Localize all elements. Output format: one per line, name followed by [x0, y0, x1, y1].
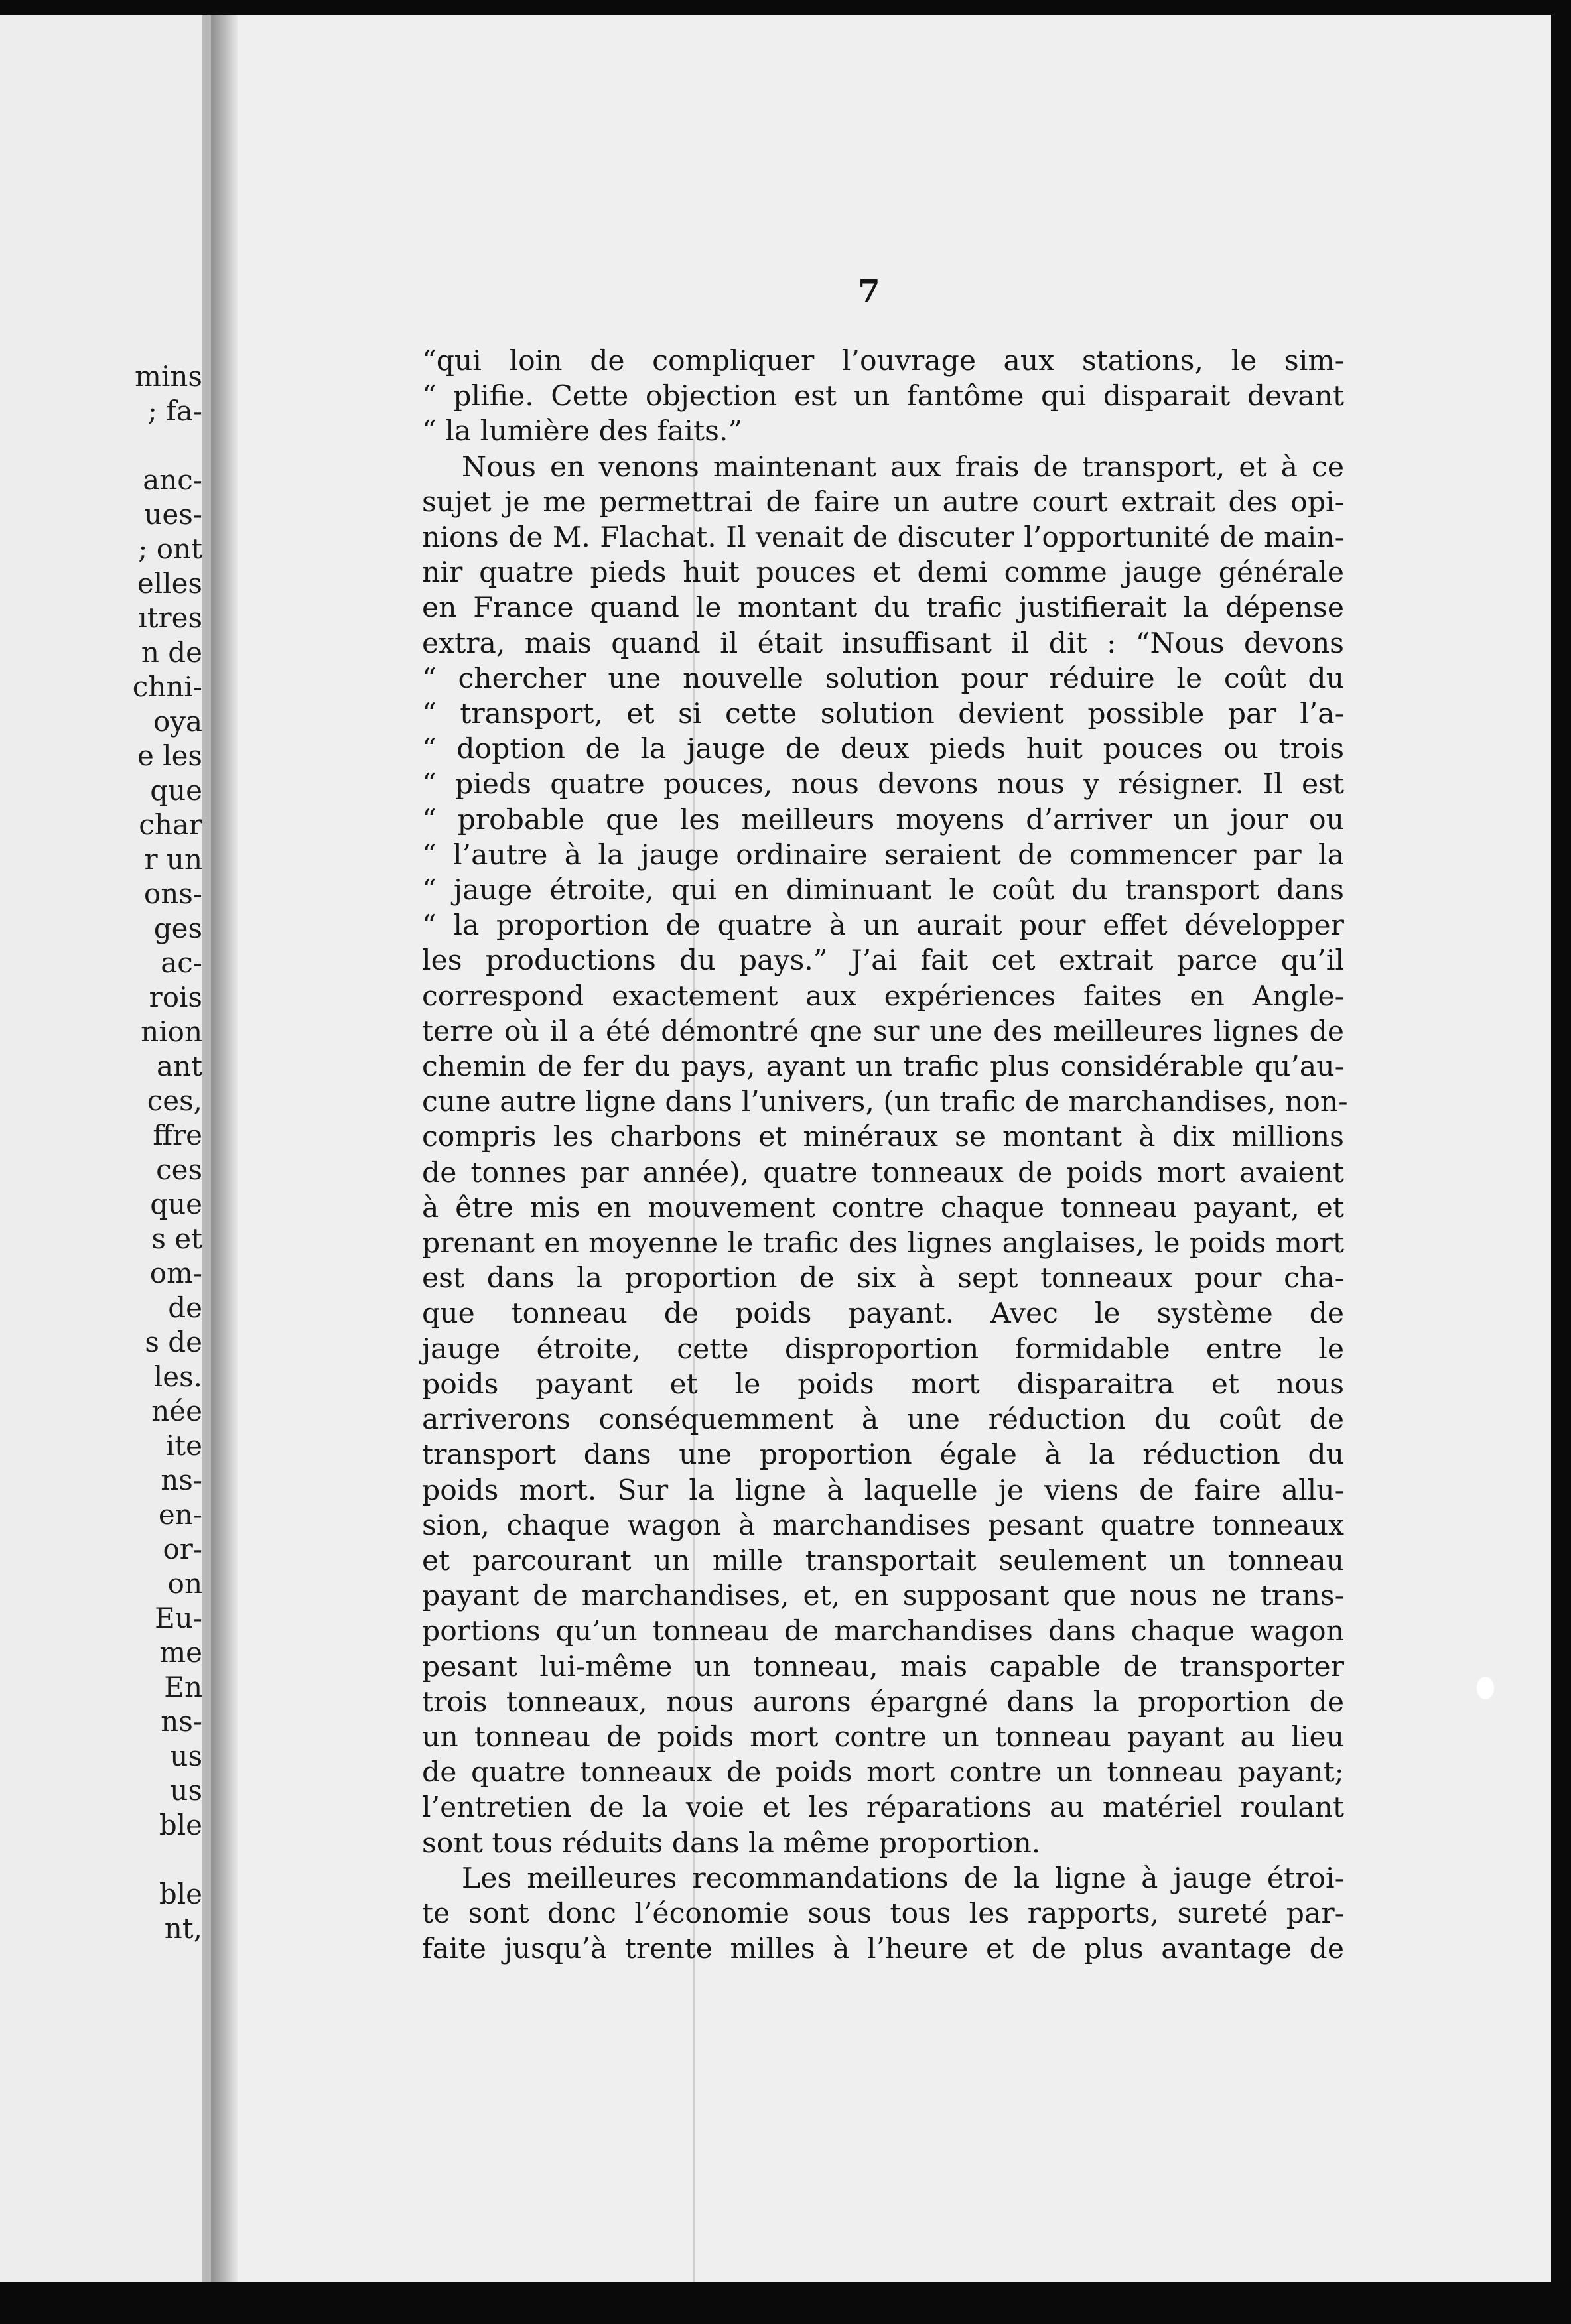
text-line: “qui loin de compliquer l’ouvrage aux stations, le sim- — [422, 345, 1344, 377]
left-page-fragment: on — [167, 1567, 202, 1600]
left-page-fragment: e les — [137, 740, 202, 772]
left-page-fragment: ite — [165, 1429, 202, 1462]
book-gutter — [211, 15, 238, 2282]
text-line: extra, mais quand il était insuffisant il dit : “Nous devons — [422, 627, 1344, 660]
text-line: de quatre tonneaux de poids mort contre un tonneau payant; — [422, 1756, 1344, 1789]
text-line: compris les charbons et minéraux se montant à dix millions — [422, 1121, 1344, 1154]
text-line: sont tous réduits dans la même proportion. — [422, 1827, 1041, 1860]
text-line: l’entretien de la voie et les réparations au matériel roulant — [422, 1791, 1344, 1825]
text-line: les productions du pays.” J’ai fait cet extrait parce qu’il — [422, 944, 1344, 978]
text-line: te sont donc l’économie sous tous les rapports, sureté par- — [422, 1897, 1344, 1930]
left-page-fragment: ffre — [153, 1119, 202, 1151]
left-page-fragment: Eu- — [155, 1602, 202, 1634]
left-page-fragment: En — [164, 1671, 202, 1703]
left-page-fragment: de — [168, 1291, 202, 1324]
text-line: à être mis en mouvement contre chaque tonneau payant, et — [422, 1191, 1344, 1224]
text-line: nir quatre pieds huit pouces et demi comme jauge générale — [422, 556, 1344, 590]
text-line: poids mort. Sur la ligne à laquelle je viens de faire allu- — [422, 1474, 1344, 1507]
left-page-fragment: ces, — [147, 1084, 202, 1117]
page-number: 7 — [858, 273, 880, 310]
text-line: sujet je me permettrai de faire un autre court extrait des opi- — [422, 485, 1344, 519]
text-line: “ la lumière des faits.” — [422, 415, 743, 448]
text-line: “ transport, et si cette solution devient possible par l’a- — [422, 698, 1344, 731]
page-body-text — [422, 344, 1348, 1967]
text-line: transport dans une proportion égale à la réduction du — [422, 1439, 1344, 1472]
text-line: “ probable que les meilleurs moyens d’arriver un jour ou — [422, 803, 1344, 836]
left-page-fragment: s de — [145, 1326, 202, 1358]
left-page-fragment: ges — [153, 912, 202, 944]
text-line: et parcourant un mille transportait seulement un tonneau — [422, 1544, 1344, 1577]
text-line: Les meilleures recommandations de la ligne à jauge étroi- — [462, 1862, 1344, 1895]
left-page-fragment: nion — [141, 1015, 202, 1048]
left-page-fragment: ns- — [161, 1464, 202, 1496]
left-facing-page — [0, 15, 211, 2282]
text-line: “ la proportion de quatre à un aurait pour effet développer — [422, 909, 1344, 942]
left-page-fragment: char — [139, 808, 202, 841]
text-line: “ plifie. Cette objection est un fantôme qui disparait devant — [422, 380, 1344, 413]
left-page-fragment: chni- — [132, 671, 202, 703]
text-line: “ pieds quatre pouces, nous devons nous y résigner. Il est — [422, 768, 1344, 801]
text-line: portions qu’un tonneau de marchandises dans chaque wagon — [422, 1615, 1344, 1648]
text-line: Nous en venons maintenant aux frais de transport, et à ce — [462, 450, 1344, 484]
left-page-fragment: anc- — [143, 464, 202, 496]
text-line: pesant lui-même un tonneau, mais capable de transporter — [422, 1650, 1344, 1683]
left-page-fragment: ble — [159, 1809, 202, 1841]
left-page-fragment: oya — [153, 705, 202, 738]
text-line: prenant en moyenne le trafic des lignes anglaises, le poids mort — [422, 1227, 1344, 1260]
left-page-fragment: née — [151, 1395, 202, 1427]
text-line: nions de M. Flachat. Il venait de discuter l’opportunité de main- — [422, 521, 1344, 554]
text-line: chemin de fer du pays, ayant un trafic plus considérable qu’au- — [422, 1051, 1344, 1084]
text-line: sion, chaque wagon à marchandises pesant quatre tonneaux — [422, 1509, 1344, 1542]
text-line: “ l’autre à la jauge ordinaire seraient de commencer par la — [422, 838, 1344, 871]
left-page-fragment: en- — [158, 1498, 202, 1531]
text-line: faite jusqu’à trente milles à l’heure et de plus avantage de — [422, 1933, 1344, 1966]
text-line: “ jauge étroite, qui en diminuant le coût du transport dans — [422, 874, 1344, 907]
left-page-fragment: ues- — [144, 498, 202, 531]
left-page-edge — [202, 15, 211, 2282]
left-page-fragment: que — [150, 774, 202, 807]
text-line: terre où il a été démontré qne sur une des meilleures lignes de — [422, 1015, 1344, 1048]
left-page-fragment: om- — [149, 1257, 202, 1289]
scan-border-bottom — [0, 2282, 1571, 2324]
left-page-fragment: ıtres — [138, 602, 202, 634]
left-page-fragment: elles — [137, 567, 202, 600]
text-line: cune autre ligne dans l’univers, (un trafic de marchandises, non- — [422, 1086, 1348, 1119]
left-page-fragment: ac- — [161, 946, 202, 979]
text-line: “ doption de la jauge de deux pieds huit pouces ou trois — [422, 733, 1344, 766]
text-line: arriverons conséquemment à une réduction du coût de — [422, 1403, 1344, 1437]
text-line: “ chercher une nouvelle solution pour réduire le coût du — [422, 662, 1344, 695]
left-page-fragment: ns- — [161, 1705, 202, 1738]
text-line: poids payant et le poids mort disparaitra et nous — [422, 1368, 1344, 1401]
left-page-fragment: us — [170, 1740, 202, 1772]
left-page-fragment: ; fa- — [147, 395, 202, 427]
left-page-fragment: rois — [149, 981, 202, 1013]
text-line: trois tonneaux, nous aurons épargné dans la proportion de — [422, 1685, 1344, 1718]
left-page-fragment: n de — [141, 636, 202, 669]
left-page-fragment: ces — [156, 1153, 202, 1186]
text-line: correspond exactement aux expériences faites en Angle- — [422, 980, 1344, 1013]
text-line: que tonneau de poids payant. Avec le système de — [422, 1297, 1344, 1330]
left-page-fragment: ; ont — [138, 533, 202, 565]
text-line: payant de marchandises, et, en supposant que nous ne trans- — [422, 1580, 1344, 1613]
left-page-fragment: nt, — [164, 1912, 202, 1945]
text-line: en France quand le montant du trafic justifierait la dépense — [422, 592, 1344, 625]
text-line: un tonneau de poids mort contre un tonneau payant au lieu — [422, 1720, 1344, 1754]
left-page-fragment: s et — [151, 1222, 202, 1255]
left-page-fragment: que — [150, 1188, 202, 1220]
scan-border-right — [1551, 0, 1571, 2324]
left-page-fragment: mins — [135, 360, 202, 393]
text-line: jauge étroite, cette disproportion formidable entre le — [422, 1332, 1344, 1366]
paper-blemish — [1477, 1677, 1494, 1699]
text-line: est dans la proportion de six à sept tonneaux pour cha- — [422, 1262, 1344, 1295]
left-page-fragment: ant — [157, 1050, 202, 1082]
left-page-fragment: les. — [153, 1360, 202, 1393]
left-page-fragment: r un — [144, 843, 202, 875]
left-page-fragment: us — [170, 1774, 202, 1807]
left-page-fragment: ble — [159, 1878, 202, 1910]
text-line: de tonnes par année), quatre tonneaux de poids mort avaient — [422, 1156, 1344, 1189]
scan-border-top — [0, 0, 1571, 15]
left-page-fragment: or- — [163, 1533, 202, 1565]
left-page-fragment: me — [159, 1636, 202, 1669]
left-page-fragment: ons- — [143, 877, 202, 910]
